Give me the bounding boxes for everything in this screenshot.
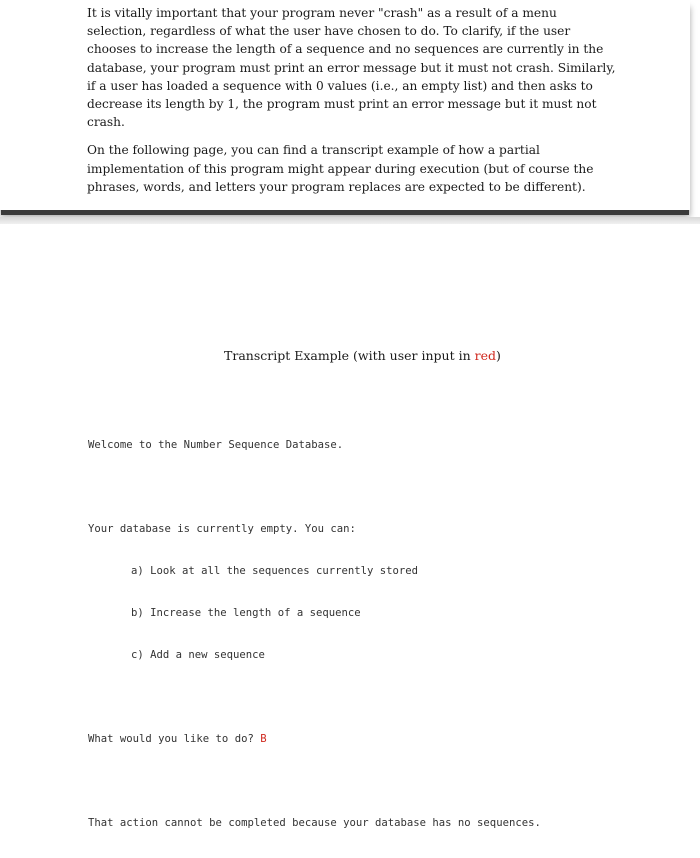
- transcript-console: [88, 410, 541, 858]
- page-1: [0, 0, 690, 210]
- console-option-b: b) Increase the length of a sequence: [131, 607, 361, 619]
- page-1-body: [87, 4, 617, 206]
- transcript-title-suffix: ): [495, 348, 501, 363]
- console-prompt-line: [88, 732, 541, 746]
- console-blank-line: [88, 690, 541, 704]
- console-prompt: What would you like to do?: [88, 733, 261, 745]
- console-welcome-line: Welcome to the Number Sequence Database.: [88, 439, 344, 451]
- paragraph-transcript-intro: On the following page, you can find a transcript example of how a partial implementation of this program might appear during execution (but of course the phrases, words, and letters your program replaces are expected to be different).: [87, 143, 594, 194]
- transcript-title: [224, 348, 501, 363]
- transcript-title-prefix: Transcript Example (with user input in: [224, 348, 475, 363]
- console-error-line: That action cannot be completed because your database has no sequences.: [88, 817, 541, 829]
- paragraph-crash-requirement: It is vitally important that your program never "crash" as a result of a menu selection, regardless of what the user have chosen to do. To clarify, if the user chooses to increase the length of a sequence and no sequences are currently in the database, your program must print an error message but it must not crash. Similarly, if a user has loaded a sequence with 0 values (i.e., an empty list) and then asks to decrease its length by 1, the program must print an error message but it must not crash.: [87, 6, 616, 130]
- console-blank-line: [88, 480, 541, 494]
- transcript-title-red-word: red: [474, 348, 496, 363]
- console-status-line: Your database is currently empty. You can:: [88, 523, 356, 535]
- console-user-input: B: [260, 733, 267, 745]
- console-option-a: a) Look at all the sequences currently stored: [131, 565, 419, 577]
- console-option-c: c) Add a new sequence: [131, 649, 265, 661]
- page-2: [0, 224, 700, 829]
- console-blank-line: [88, 774, 541, 788]
